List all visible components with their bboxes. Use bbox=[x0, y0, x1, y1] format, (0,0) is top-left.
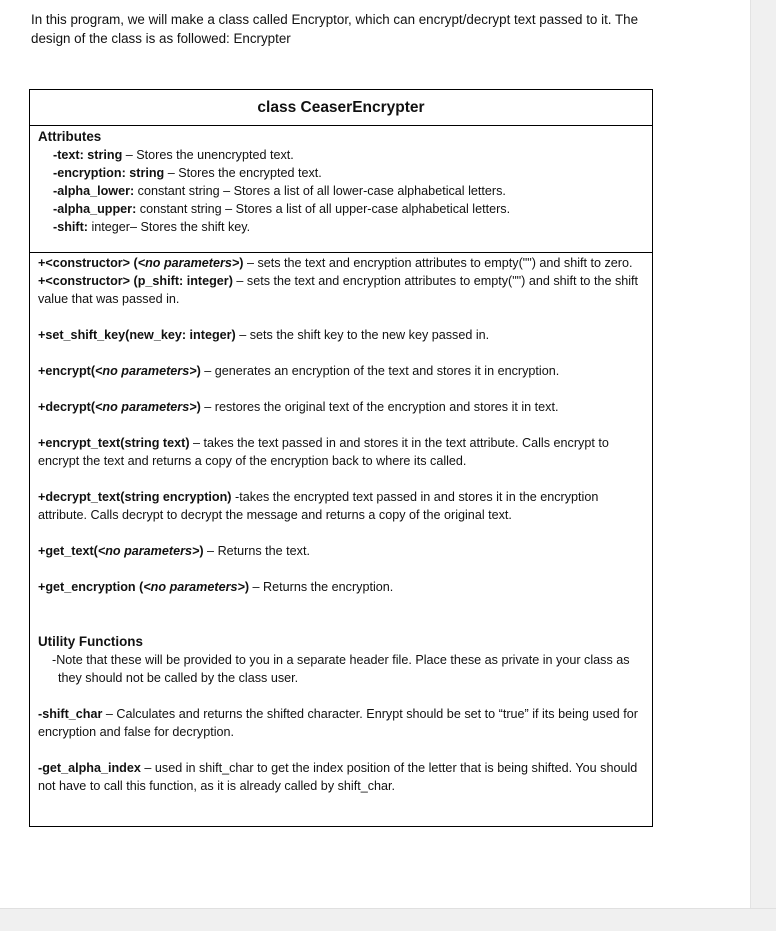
utility-functions-heading: Utility Functions bbox=[38, 634, 143, 649]
method-decrypt: +decrypt(<no parameters>) – restores the original text of the encryption and stores it in text. bbox=[38, 400, 559, 414]
attribute-alpha-upper: -alpha_upper: constant string – Stores a list of all upper-case alphabetical letters. bbox=[53, 202, 511, 216]
attribute-alpha-lower: -alpha_lower: constant string – Stores a list of all lower-case alphabetical letters. bbox=[53, 184, 506, 198]
class-title: class CeaserEncrypter bbox=[30, 90, 652, 126]
attribute-shift: -shift: integer– Stores the shift key. bbox=[53, 220, 251, 234]
utility-note: -Note that these will be provided to you in a separate header file. Place these as private in your class as they should not be called by the class user. bbox=[52, 653, 630, 685]
method-get-text: +get_text(<no parameters>) – Returns the text. bbox=[38, 544, 310, 558]
method-constructor-default: +<constructor> (<no parameters>) – sets the text and encryption attributes to empty("") and shift to zero. bbox=[38, 256, 633, 270]
method-set-shift-key: +set_shift_key(new_key: integer) – sets the shift key to the new key passed in. bbox=[38, 328, 490, 342]
attribute-encryption: -encryption: string – Stores the encrypted text. bbox=[53, 166, 322, 180]
method-encrypt-text: +encrypt_text(string text) – takes the text passed in and stores it in the text attribute. Calls encrypt to encrypt the text and returns a copy of the encryption back to where its called. bbox=[38, 436, 609, 468]
methods-section bbox=[30, 253, 652, 795]
class-diagram-box bbox=[29, 89, 653, 827]
attribute-text: -text: string – Stores the unencrypted text. bbox=[53, 148, 294, 162]
bottom-status-strip bbox=[0, 908, 776, 931]
attributes-heading: Attributes bbox=[38, 129, 102, 144]
method-constructor-shift: +<constructor> (p_shift: integer) – sets the text and encryption attributes to empty("") and shift to the shift value that was passed in. bbox=[38, 274, 639, 306]
method-encrypt: +encrypt(<no parameters>) – generates an encryption of the text and stores it in encryption. bbox=[38, 364, 560, 378]
method-get-encryption: +get_encryption (<no parameters>) – Returns the encryption. bbox=[38, 580, 394, 594]
attributes-section bbox=[30, 126, 652, 253]
method-decrypt-text: +decrypt_text(string encryption) -takes the encrypted text passed in and stores it in the encryption attribute. Calls decrypt to decrypt the message and returns a copy of the original text. bbox=[38, 490, 599, 522]
right-scroll-gutter[interactable] bbox=[750, 0, 776, 908]
utility-get-alpha-index: -get_alpha_index – used in shift_char to get the index position of the letter that is being shifted. You should not have to call this function, as it is already called by shift_char. bbox=[38, 761, 638, 793]
utility-shift-char: -shift_char – Calculates and returns the shifted character. Enrypt should be set to “true” if its being used for encryption and false for decryption. bbox=[38, 707, 638, 739]
intro-paragraph: In this program, we will make a class called Encryptor, which can encrypt/decrypt text passed to it. The design of the class is as followed: Encrypter bbox=[31, 12, 639, 46]
